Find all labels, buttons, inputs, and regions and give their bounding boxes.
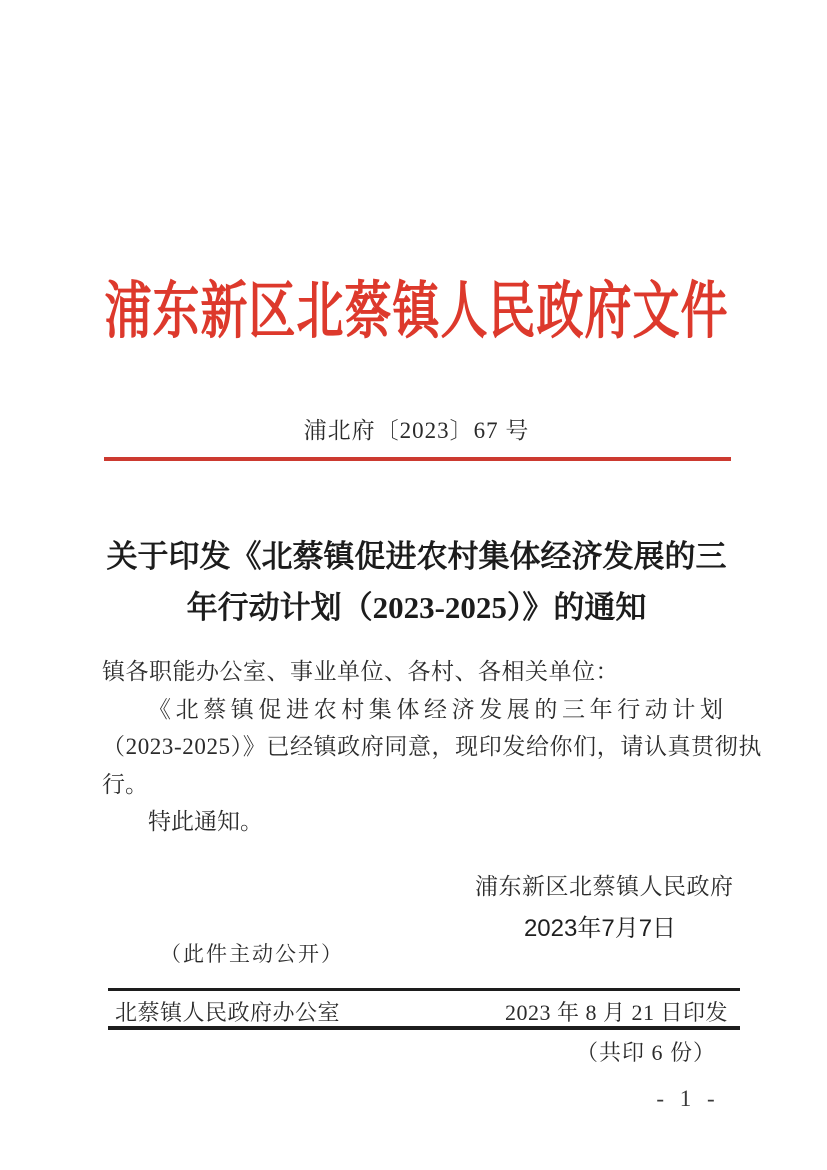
signature-date: 2023年7月7日 (523, 915, 677, 942)
colophon-row (108, 997, 740, 1025)
colophon-rule-bottom (108, 1026, 740, 1030)
notice-closing: 特此通知。 (148, 809, 263, 834)
notice-body-line-2: （2023-2025）》已经镇政府同意，现印发给你们，请认真贯彻执 (102, 734, 762, 759)
notice-body-line-3: 行。 (102, 771, 148, 797)
notice-body (102, 653, 762, 841)
notice-salutation: 镇各职能办公室、事业单位、各村、各相关单位： (102, 659, 619, 684)
notice-title-line-2: 年行动计划（2023-2025）》的通知 (186, 590, 647, 625)
notice-title (95, 531, 738, 633)
letterhead-org-title: 浦东新区北蔡镇人民政府文件 (104, 277, 729, 347)
print-date: 2023 年 8 月 21 日印发 (504, 999, 728, 1025)
notice-body-line-1: 《北蔡镇促进农村集体经济发展的三年行动计划 (148, 696, 728, 722)
page-number: - 1 - (656, 1086, 720, 1111)
colophon-rule-top (108, 988, 740, 991)
disclosure-note: （此件主动公开） (160, 942, 344, 966)
letterhead-red-rule (104, 457, 731, 461)
notice-title-line-1: 关于印发《北蔡镇促进农村集体经济发展的三 (106, 539, 727, 574)
signer-name: 浦东新区北蔡镇人民政府 (475, 874, 734, 899)
copies-count: （共印 6 份） (575, 1040, 716, 1065)
document-number: 浦北府〔2023〕67 号 (303, 418, 530, 443)
issuing-office: 北蔡镇人民政府办公室 (115, 999, 341, 1025)
signature-block (475, 868, 734, 943)
